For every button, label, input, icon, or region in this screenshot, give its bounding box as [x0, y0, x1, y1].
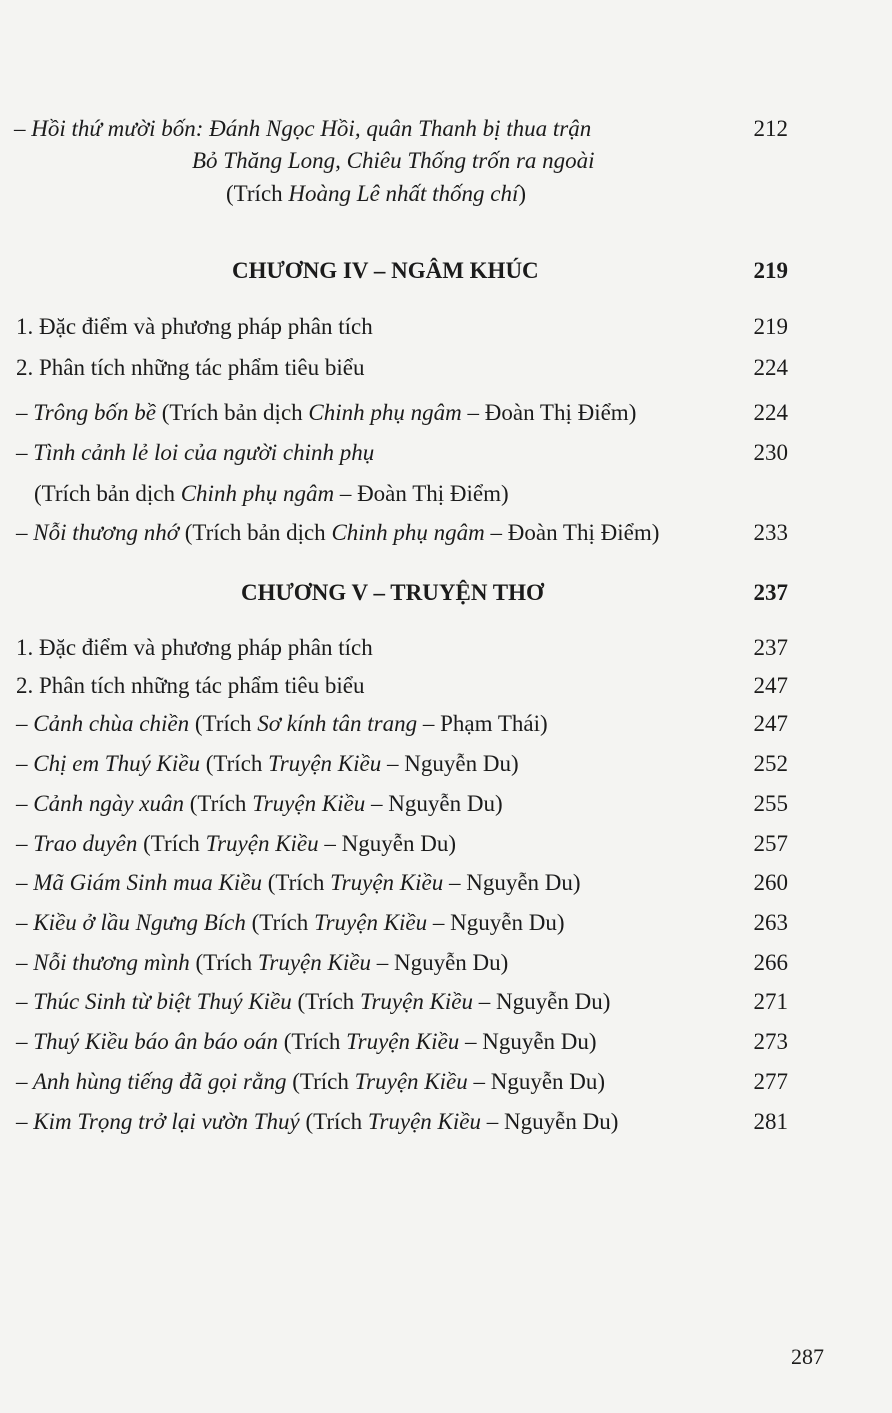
text-segment: (Trích	[277, 1029, 347, 1054]
entry-title	[16, 634, 373, 662]
italic-segment: Truyện Kiều	[314, 910, 428, 935]
entry-page-number: 281	[753, 1109, 788, 1134]
entry-page-number: 273	[753, 1029, 788, 1054]
text-segment: (Trích	[137, 831, 206, 856]
text-segment: – Đoàn Thị Điểm)	[334, 481, 509, 506]
italic-segment: – Tình cảnh lẻ loi của người chinh phụ	[16, 440, 375, 465]
entry-page-number: 257	[753, 831, 788, 856]
italic-segment: – Chị em Thuý Kiều	[16, 751, 200, 776]
text-segment: )	[518, 181, 527, 206]
entry-title	[16, 1068, 605, 1096]
entry-title	[241, 579, 544, 607]
text-segment: – Nguyễn Du)	[370, 950, 509, 975]
entry-title	[16, 988, 610, 1016]
entry-title	[16, 830, 456, 858]
italic-segment: – Thuý Kiều báo ân báo oán	[16, 1029, 278, 1054]
entry-page-number: 219	[753, 314, 788, 339]
text-segment: (Trích bản dịch	[178, 520, 332, 545]
entry-title	[16, 313, 373, 341]
text-segment: (Trích	[291, 989, 360, 1014]
italic-segment: Truyện Kiều	[367, 1109, 482, 1134]
text-segment: (Trích	[226, 181, 289, 206]
text-segment: (Trích	[189, 711, 258, 736]
text-segment: – Nguyễn Du)	[473, 989, 611, 1014]
text-segment: (Trích	[189, 950, 258, 975]
italic-segment: – Nỗi thương nhớ	[16, 520, 179, 545]
text-segment: (Trích	[286, 1069, 355, 1094]
italic-segment: – Hồi thứ mười bốn: Đánh Ngọc Hồi, quân Thanh bị thua trận	[14, 116, 592, 141]
entry-title	[16, 869, 581, 897]
text-segment: (Trích	[299, 1109, 368, 1134]
text-segment: (Trích	[245, 910, 315, 935]
text-segment: – Nguyễn Du)	[381, 751, 519, 776]
italic-segment: Truyện Kiều	[252, 791, 366, 816]
italic-segment: Sơ kính tân trang	[257, 711, 418, 736]
entry-page-number: 263	[753, 910, 788, 935]
entry-title	[16, 710, 548, 738]
entry-page-number: 212	[753, 116, 788, 141]
text-segment: – Nguyễn Du)	[459, 1029, 597, 1054]
italic-segment: Truyện Kiều	[346, 1029, 460, 1054]
entry-title	[16, 1028, 597, 1056]
entry-page-number: 252	[753, 751, 788, 776]
text-segment: (Trích	[184, 791, 253, 816]
italic-segment: Bỏ Thăng Long, Chiêu Thống trốn ra ngoài	[192, 148, 595, 173]
text-segment: – Nguyễn Du)	[427, 910, 565, 935]
text-segment: (Trích bản dịch	[34, 481, 181, 506]
italic-segment: Truyện Kiều	[257, 950, 371, 975]
text-segment: – Nguyễn Du)	[481, 1109, 619, 1134]
italic-segment: – Kiều ở lầu Ngưng Bích	[16, 910, 246, 935]
text-segment: 1. Đặc điểm và phương pháp phân tích	[16, 314, 373, 339]
entry-page-number: 255	[753, 791, 788, 816]
italic-segment: Truyện Kiều	[205, 831, 319, 856]
text-segment: CHƯƠNG IV – NGÂM KHÚC	[232, 258, 539, 283]
entry-page-number: 219	[753, 258, 788, 283]
italic-segment: – Mã Giám Sinh mua Kiều	[16, 870, 262, 895]
text-segment: – Nguyễn Du)	[467, 1069, 606, 1094]
entry-title	[16, 790, 503, 818]
entry-title	[232, 257, 539, 285]
entry-page-number: 224	[753, 400, 788, 425]
text-segment: – Nguyễn Du)	[443, 870, 581, 895]
entry-page-number: 247	[753, 673, 788, 698]
italic-segment: – Kim Trọng trở lại vườn Thuý	[16, 1109, 300, 1134]
entry-title	[34, 480, 509, 508]
italic-segment: – Anh hùng tiếng đã gọi rằng	[16, 1069, 287, 1094]
entry-title	[16, 519, 659, 547]
entry-title	[16, 1108, 618, 1136]
italic-segment: Truyện Kiều	[359, 989, 474, 1014]
entry-page-number: 237	[753, 635, 788, 660]
entry-page-number: 277	[753, 1069, 788, 1094]
entry-page-number: 260	[753, 870, 788, 895]
entry-title	[16, 672, 364, 700]
entry-title	[16, 750, 519, 778]
entry-page-number: 230	[753, 440, 788, 465]
text-segment: (Trích bản dịch	[155, 400, 309, 425]
entry-title	[16, 439, 374, 467]
italic-segment: Chinh phụ ngâm	[180, 481, 335, 506]
entry-page-number: 237	[753, 580, 788, 605]
italic-segment: Truyện Kiều	[330, 870, 444, 895]
entry-page-number: 233	[753, 520, 788, 545]
text-segment: 2. Phân tích những tác phẩm tiêu biểu	[16, 673, 365, 698]
italic-segment: – Nỗi thương mình	[16, 950, 190, 975]
text-segment: (Trích	[200, 751, 269, 776]
entry-title	[226, 180, 526, 208]
entry-title	[16, 909, 565, 937]
italic-segment: – Cảnh ngày xuân	[16, 791, 185, 816]
entry-title	[16, 949, 508, 977]
entry-page-number: 224	[753, 355, 788, 380]
text-segment: – Nguyễn Du)	[365, 791, 503, 816]
entry-title	[14, 115, 591, 143]
entry-page-number: 266	[753, 950, 788, 975]
italic-segment: – Trao duyên	[16, 831, 138, 856]
entry-title	[192, 147, 595, 175]
italic-segment: Truyện Kiều	[354, 1069, 468, 1094]
text-segment: – Phạm Thái)	[417, 711, 548, 736]
entry-title	[16, 399, 636, 427]
text-segment: – Đoàn Thị Điểm)	[461, 400, 637, 425]
italic-segment: Chinh phụ ngâm	[308, 400, 462, 425]
text-segment: 1. Đặc điểm và phương pháp phân tích	[16, 635, 373, 660]
italic-segment: Chinh phụ ngâm	[331, 520, 485, 545]
entry-page-number: 271	[753, 989, 788, 1014]
italic-segment: Hoàng Lê nhất thống chí	[288, 181, 519, 206]
page-number: 287	[791, 1344, 824, 1369]
italic-segment: – Thúc Sinh từ biệt Thuý Kiều	[16, 989, 292, 1014]
italic-segment: – Cảnh chùa chiền	[16, 711, 190, 736]
italic-segment: Truyện Kiều	[268, 751, 382, 776]
entry-title	[16, 354, 364, 382]
italic-segment: – Trông bốn bề	[16, 400, 156, 425]
entry-page-number: 247	[753, 711, 788, 736]
text-segment: – Đoàn Thị Điểm)	[484, 520, 660, 545]
text-segment: 2. Phân tích những tác phẩm tiêu biểu	[16, 355, 365, 380]
text-segment: (Trích	[261, 870, 331, 895]
text-segment: – Nguyễn Du)	[318, 831, 456, 856]
text-segment: CHƯƠNG V – TRUYỆN THƠ	[241, 580, 544, 605]
